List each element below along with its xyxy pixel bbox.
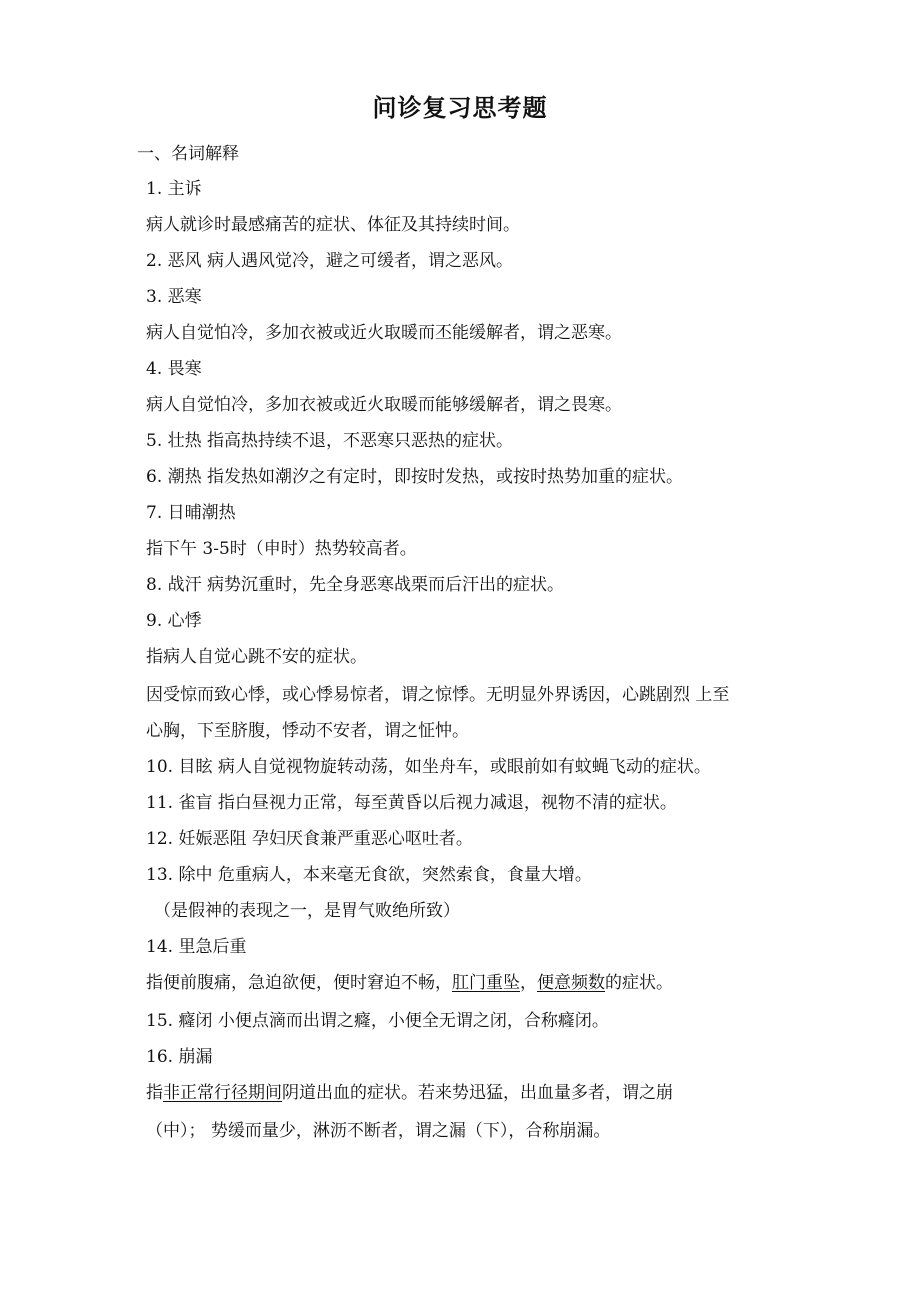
text-line: （中）； 势缓而量少，淋沥不断者，谓之漏（下），合称崩漏。 (146, 1121, 611, 1141)
text-line: 4. 畏寒 (146, 359, 202, 379)
text-line: 16. 崩漏 (146, 1047, 213, 1067)
text-line: 12. 妊娠恶阻 孕妇厌食兼严重恶心呕吐者。 (146, 829, 473, 849)
text-line: 11. 雀盲 指白昼视力正常，每至黄昏以后视力减退，视物不清的症状。 (146, 793, 677, 813)
underlined-term: 便意频数 (537, 973, 605, 993)
text-line: 6. 潮热 指发热如潮汐之有定时，即按时发热，或按时热势加重的症状。 (146, 467, 684, 487)
text-line: 9. 心悸 (146, 611, 202, 631)
text-line: 病人自觉怕冷，多加衣被或近火取暖而丕能缓解者，谓之恶寒。 (146, 323, 622, 343)
page-title: 问诊复习思考题 (372, 93, 548, 122)
section-heading: 一、名词解释 (137, 144, 239, 164)
text-line-underlined (146, 1081, 673, 1105)
text-line: 13. 除中 危重病人，本来毫无食欲，突然索食，食量大增。 (146, 865, 592, 885)
text-segment: 阴道出血的症状。若来势迅猛，出血量多者，谓之崩 (282, 1083, 673, 1103)
text-segment: 指便前腹痛，急迫欲便，便时窘迫不畅， (146, 973, 452, 993)
text-line: 8. 战汗 病势沉重时，先全身恶寒战栗而后汗出的症状。 (146, 575, 565, 595)
text-line: 2. 恶风 病人遇风觉冷，避之可缓者，谓之恶风。 (146, 251, 514, 271)
text-line: 病人自觉怕冷，多加衣被或近火取暖而能够缓解者，谓之畏寒。 (146, 395, 622, 415)
text-line: 指下午 3-5时（申时）热势较高者。 (146, 539, 417, 559)
text-line-underlined (146, 971, 673, 995)
text-line: 7. 日晡潮热 (146, 503, 236, 523)
text-line: 3. 恶寒 (146, 287, 202, 307)
text-line: 10. 目眩 病人自觉视物旋转动荡，如坐舟车，或眼前如有蚊蝇飞动的症状。 (146, 757, 711, 777)
text-segment: 的症状。 (605, 973, 673, 993)
text-line: 病人就诊时最感痛苦的症状、体征及其持续时间。 (146, 215, 520, 235)
text-line: （是假神的表现之一，是胃气败绝所致） (154, 901, 460, 921)
text-line: 15. 癃闭 小便点滴而出谓之癃，小便全无谓之闭，合称癃闭。 (146, 1011, 609, 1031)
underlined-term: 肛门重坠 (452, 973, 520, 993)
text-segment: 指 (146, 1083, 163, 1103)
text-segment: ， (520, 973, 537, 993)
text-line: 1. 主诉 (146, 179, 202, 199)
text-line: 因受惊而致心悸，或心悸易惊者，谓之惊悸。无明显外界诱因，心跳剧烈 上至 (146, 685, 730, 705)
underlined-term: 非正常行径期间 (163, 1083, 282, 1103)
text-line: 14. 里急后重 (146, 937, 247, 957)
text-line: 指病人自觉心跳不安的症状。 (146, 647, 367, 667)
text-line: 5. 壮热 指高热持续不退，不恶寒只恶热的症状。 (146, 431, 514, 451)
text-line: 心胸，下至脐腹，悸动不安者，谓之怔忡。 (146, 721, 469, 741)
